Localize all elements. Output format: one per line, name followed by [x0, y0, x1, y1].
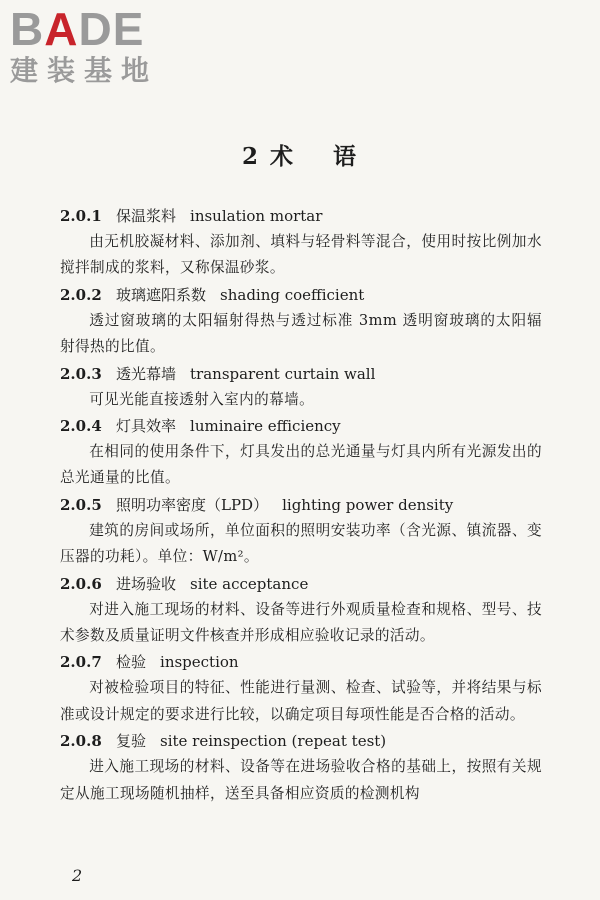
term-heading — [60, 649, 542, 675]
chapter-number: 2 — [241, 143, 260, 170]
term-number: 2.0.7 — [60, 653, 102, 672]
terms-list — [60, 203, 542, 807]
page-number: 2 — [72, 866, 83, 885]
term-english: inspection — [160, 653, 239, 672]
term-chinese: 检验 — [116, 653, 147, 672]
term-heading — [60, 728, 542, 754]
term-definition: 透过窗玻璃的太阳辐射得热与透过标准 3mm 透明窗玻璃的太阳辐射得热的比值。 — [60, 311, 542, 356]
term-chinese: 复验 — [116, 732, 147, 751]
term-english: insulation mortar — [190, 207, 323, 225]
logo-wordmark: BADE — [10, 3, 145, 55]
term-chinese: 透光幕墙 — [116, 364, 177, 383]
term-english: shading coefficient — [220, 285, 365, 304]
term-heading — [60, 361, 542, 387]
term-english: site acceptance — [190, 574, 309, 593]
term-definition: 在相同的使用条件下，灯具发出的总光通量与灯具内所有光源发出的总光通量的比值。 — [60, 443, 542, 487]
term-chinese: 进场验收 — [116, 574, 177, 593]
term-definition: 可见光能直接透射入室内的幕墙。 — [89, 390, 315, 408]
term-number: 2.0.8 — [60, 732, 102, 751]
chapter-title — [0, 138, 600, 171]
term-definition: 由无机胶凝材料、添加剂、填料与轻骨料等混合，使用时按比例加水搅拌制成的浆料，又称保温砂浆。 — [60, 233, 542, 277]
term-number: 2.0.2 — [60, 285, 102, 304]
term-definition: 对被检验项目的特征、性能进行量测、检查、试验等，并将结果与标准或设计规定的要求进行比较，以确定项目每项性能是否合格的活动。 — [60, 679, 542, 723]
term-number: 2.0.1 — [60, 207, 102, 225]
chapter-title-right: 语 — [333, 143, 359, 170]
term-heading — [60, 571, 542, 597]
logo-subtitle: 建装基地 — [10, 54, 159, 87]
term-heading — [60, 282, 542, 308]
logo — [10, 4, 180, 88]
term-number: 2.0.4 — [60, 417, 102, 436]
term-english: transparent curtain wall — [190, 364, 376, 383]
term-chinese: 玻璃遮阳系数 — [116, 285, 207, 304]
term-heading — [60, 492, 542, 518]
term-definition: 建筑的房间或场所，单位面积的照明安装功率（含光源、镇流器、变压器的功耗）。单位：W/m²。 — [60, 521, 542, 566]
chapter-title-left: 术 — [270, 143, 296, 170]
term-english: site reinspection (repeat test) — [160, 732, 387, 751]
term-chinese: 灯具效率 — [116, 417, 177, 436]
term-number: 2.0.5 — [60, 495, 102, 514]
term-heading — [60, 413, 542, 439]
term-english: luminaire efficiency — [190, 417, 341, 436]
term-chinese: 照明功率密度（LPD） — [116, 495, 269, 514]
term-definition: 对进入施工现场的材料、设备等进行外观质量检查和规格、型号、技术参数及质量证明文件核查并形成相应验收记录的活动。 — [60, 600, 542, 645]
term-heading — [60, 203, 542, 229]
term-number: 2.0.6 — [60, 574, 102, 593]
term-chinese: 保温浆料 — [116, 207, 177, 225]
term-definition: 进入施工现场的材料、设备等在进场验收合格的基础上，按照有关规定从施工现场随机抽样，送至具备相应资质的检测机构 — [60, 758, 542, 802]
term-number: 2.0.3 — [60, 364, 102, 383]
term-english: lighting power density — [282, 495, 454, 514]
